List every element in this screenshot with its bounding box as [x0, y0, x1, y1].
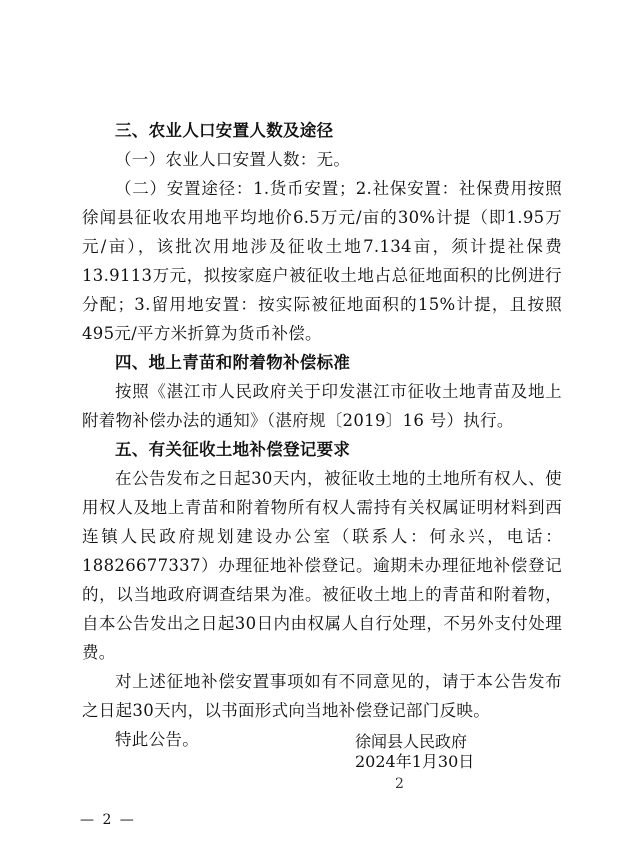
notice-body [82, 116, 562, 754]
section-4-text: 按照《湛江市人民政府关于印发湛江市征收土地青苗及地上附着物补偿办法的通知》（湛府规〔2019〕16 号）执行。 [82, 382, 562, 430]
signature-block [355, 732, 505, 772]
section-5-heading: 五、有关征收土地补偿登记要求 [115, 440, 351, 459]
signature-mark: 2 [395, 776, 404, 792]
section-3-item-1: （一）农业人口安置人数：无。 [115, 150, 351, 169]
signature-org: 徐闻县人民政府 [355, 732, 468, 751]
section-5-text: 在公告发布之日起30天内，被征收土地的土地所有权人、使用权人及地上青苗和附着物所有权人需持有关权属证明材料到西连镇人民政府规划建设办公室（联系人：何永兴，电话：18826677337）办理征地补偿登记。逾期未办理征地补偿登记的，以当地政府调查结果为准。被征收土地上的青苗和附着物，自本公告发出之日起30日内由权属人自行处理，不另外支付处理费。 [82, 469, 562, 662]
section-4-heading: 四、地上青苗和附着物补偿标准 [115, 353, 351, 372]
closing-text: 特此公告。 [115, 730, 199, 749]
signature-date: 2024年1月30日 [355, 752, 475, 771]
section-3-item-2: （二）安置途径：1.货币安置；2.社保安置：社保费用按照徐闻县征收农用地平均地价6.5万元/亩的30%计提（即1.95万元/亩），该批次用地涉及征收土地7.134亩，须计提社保费13.9113万元，拟按家庭户被征收土地占总征地面积的比例进行分配；3.留用地安置：按实际被征地面积的15%计提，且按照495元/平方米折算为货币补偿。 [82, 179, 562, 343]
objection-text: 对上述征地补偿安置事项如有不同意见的，请于本公告发布之日起30天内，以书面形式向当地补偿登记部门反映。 [82, 672, 562, 720]
section-3-heading: 三、农业人口安置人数及途径 [115, 121, 334, 140]
page-number: — 2 — [80, 812, 136, 828]
